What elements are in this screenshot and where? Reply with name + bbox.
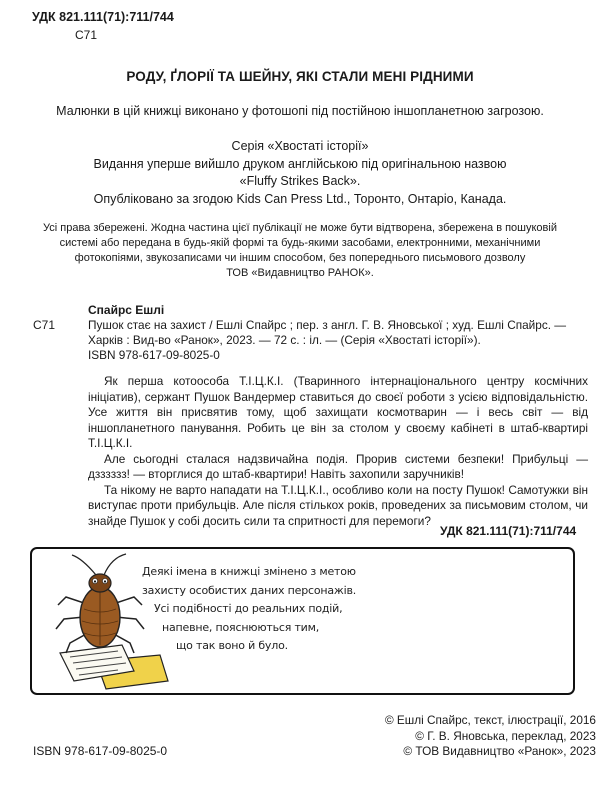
isbn-bottom: ISBN 978-617-09-8025-0: [33, 744, 168, 758]
rights-line-2: системі або передана в будь-якій формі та будь-якими засобами, електронними, механічними: [59, 237, 541, 249]
disclaimer-line-1: Деякі імена в книжці змінено з метою: [142, 565, 356, 578]
udk-code-bottom: УДК 821.111(71):711/744: [440, 524, 577, 538]
bibliographic-isbn: ISBN 978-617-09-8025-0: [88, 348, 220, 362]
annotation-paragraph-1: Як перша котоособа Т.І.Ц.К.І. (Тваринного інтернаціонального центру космічних ініціатив), сержант Пушок Вандермер ставиться до своєї роботи з усією відповідальністю. Усе життя він присвятив тому, щоб захищати космотварин — і весь світ — від іншопланетного панування. Робить це він за столом у своєму кабінеті в штаб-квартирі Т.І.Ц.К.І.: [88, 374, 588, 450]
copyright-publisher: © ТОВ Видавництво «Ранок», 2023: [403, 744, 596, 758]
disclaimer-text: [120, 563, 357, 656]
publisher-permission-line: Опубліковано за згодою Kids Can Press Ltd., Торонто, Онтаріо, Канада.: [93, 191, 507, 206]
dedication: РОДУ, ҐЛОРІЇ ТА ШЕЙНУ, ЯКІ СТАЛИ МЕНІ РІДНИМИ: [126, 69, 474, 84]
bibliographic-title-line: Пушок стає на захист / Ешлі Спайрс ; пер. з англ. Г. В. Яновської ; худ. Ешлі Спайрс. —: [88, 318, 567, 332]
series-line: Серія «Хвостаті історії»: [231, 139, 369, 153]
disclaimer-line-3: Усі подібності до реальних подій,: [154, 602, 343, 615]
bibliographic-record: [88, 318, 588, 363]
rights-line-1: Усі права збережені. Жодна частина цієї публікації не може бути відтворена, збережена в пошуковій: [43, 222, 557, 234]
catalog-code: С71: [33, 318, 56, 332]
original-edition-line: Видання уперше вийшло друком англійською під оригінальною назвою: [93, 156, 507, 171]
illustration-note: Малюнки в цій книжці виконано у фотошопі під постійною іншопланетною загрозою.: [56, 104, 544, 118]
copyright-author: © Ешлі Спайрс, текст, ілюстрації, 2016: [384, 713, 596, 727]
series-info: [0, 138, 600, 208]
rights-line-3: фотокопіями, звукозаписами чи іншим способом, без попереднього письмового дозволу: [74, 252, 526, 264]
annotation-paragraph-2: Але сьогодні сталася надзвичайна подія. Прорив системи безпеки! Прибульці — дзззззз! — вторглися до штаб-квартири! Навіть захопили заручників!: [88, 451, 588, 481]
copyright-translator: © Г. В. Яновська, переклад, 2023: [415, 728, 596, 743]
rights-notice: [14, 221, 586, 281]
udk-code-top: УДК 821.111(71):711/744: [32, 10, 174, 24]
rights-line-4: ТОВ «Видавництво РАНОК».: [226, 267, 374, 279]
bibliographic-imprint-line: Харків : Вид-во «Ранок», 2023. — 72 с. : іл. — (Серія «Хвостаті історії»).: [88, 333, 481, 347]
catalog-code-top: С71: [75, 28, 98, 42]
copyright-block: [300, 713, 596, 760]
disclaimer-line-5: що так воно й було.: [176, 639, 288, 652]
annotation: [88, 374, 588, 529]
catalog-author: Спайрс Ешлі: [88, 303, 165, 317]
disclaimer-line-4: напевне, пояснюються тим,: [162, 620, 320, 634]
disclaimer-line-2: захисту особистих даних персонажів.: [142, 583, 357, 597]
original-title: «Fluffy Strikes Back».: [239, 174, 361, 188]
annotation-paragraph-3: Та нікому не варто нападати на Т.І.Ц.К.І., особливо коли на посту Пушок! Самотужки він виступає проти прибульців. Але після стількох років, проведених за письмовим столом, чи знайде Пушок у собі досить сили та спритності для перемоги?: [88, 482, 588, 528]
